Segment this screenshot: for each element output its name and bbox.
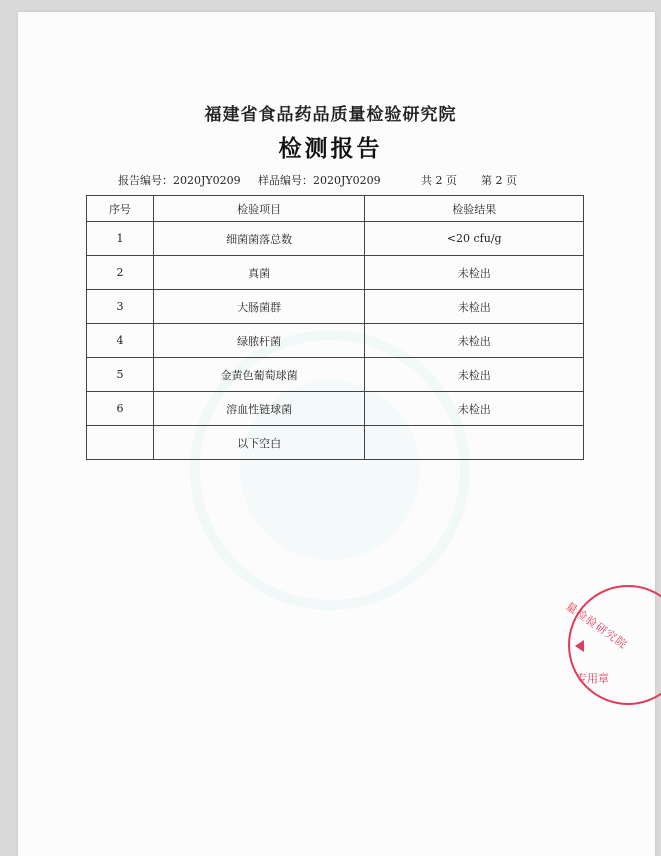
cell-result: 未检出 xyxy=(365,392,584,426)
stamp-star-icon xyxy=(575,640,584,652)
sample-number: 样品编号：2020JY0209 xyxy=(258,174,381,187)
header-index: 序号 xyxy=(87,196,154,222)
cell-index xyxy=(87,426,154,460)
cell-result: 未检出 xyxy=(365,358,584,392)
cell-item: 真菌 xyxy=(153,256,365,290)
cell-index: 4 xyxy=(87,324,154,358)
header-result: 检验结果 xyxy=(365,196,584,222)
cell-index: 2 xyxy=(87,256,154,290)
table-row xyxy=(87,290,584,324)
table-row xyxy=(87,392,584,426)
organization-name: 福建省食品药品质量检验研究院 xyxy=(204,105,457,125)
cell-result: 未检出 xyxy=(365,290,584,324)
table-row xyxy=(87,324,584,358)
table-row xyxy=(87,358,584,392)
cell-item: 溶血性链球菌 xyxy=(153,392,365,426)
total-pages: 共 2 页 xyxy=(421,174,457,187)
cell-index: 5 xyxy=(87,358,154,392)
cell-result: 未检出 xyxy=(365,256,584,290)
cell-item: 金黄色葡萄球菌 xyxy=(153,358,365,392)
cell-index: 6 xyxy=(87,392,154,426)
stamp-arc-text: 量检验研究院 xyxy=(563,599,630,652)
table-row xyxy=(87,222,584,256)
cell-result xyxy=(365,426,584,460)
cell-index: 3 xyxy=(87,290,154,324)
cell-result: 未检出 xyxy=(365,324,584,358)
header-item: 检验项目 xyxy=(153,196,365,222)
report-title: 检测报告 xyxy=(278,135,383,162)
cell-item: 绿脓杆菌 xyxy=(153,324,365,358)
page-number: 第 2 页 xyxy=(481,174,517,187)
cell-item: 大肠菌群 xyxy=(153,290,365,324)
cell-item: 细菌菌落总数 xyxy=(153,222,365,256)
cell-item: 以下空白 xyxy=(153,426,365,460)
cell-result: <20 cfu/g xyxy=(365,222,584,256)
report-number: 报告编号：2020JY0209 xyxy=(118,174,241,187)
results-table xyxy=(86,195,584,460)
stamp-bottom-text: 专用章 xyxy=(576,672,609,685)
table-row xyxy=(87,256,584,290)
table-row xyxy=(87,426,584,460)
cell-index: 1 xyxy=(87,222,154,256)
table-header-row xyxy=(87,196,584,222)
